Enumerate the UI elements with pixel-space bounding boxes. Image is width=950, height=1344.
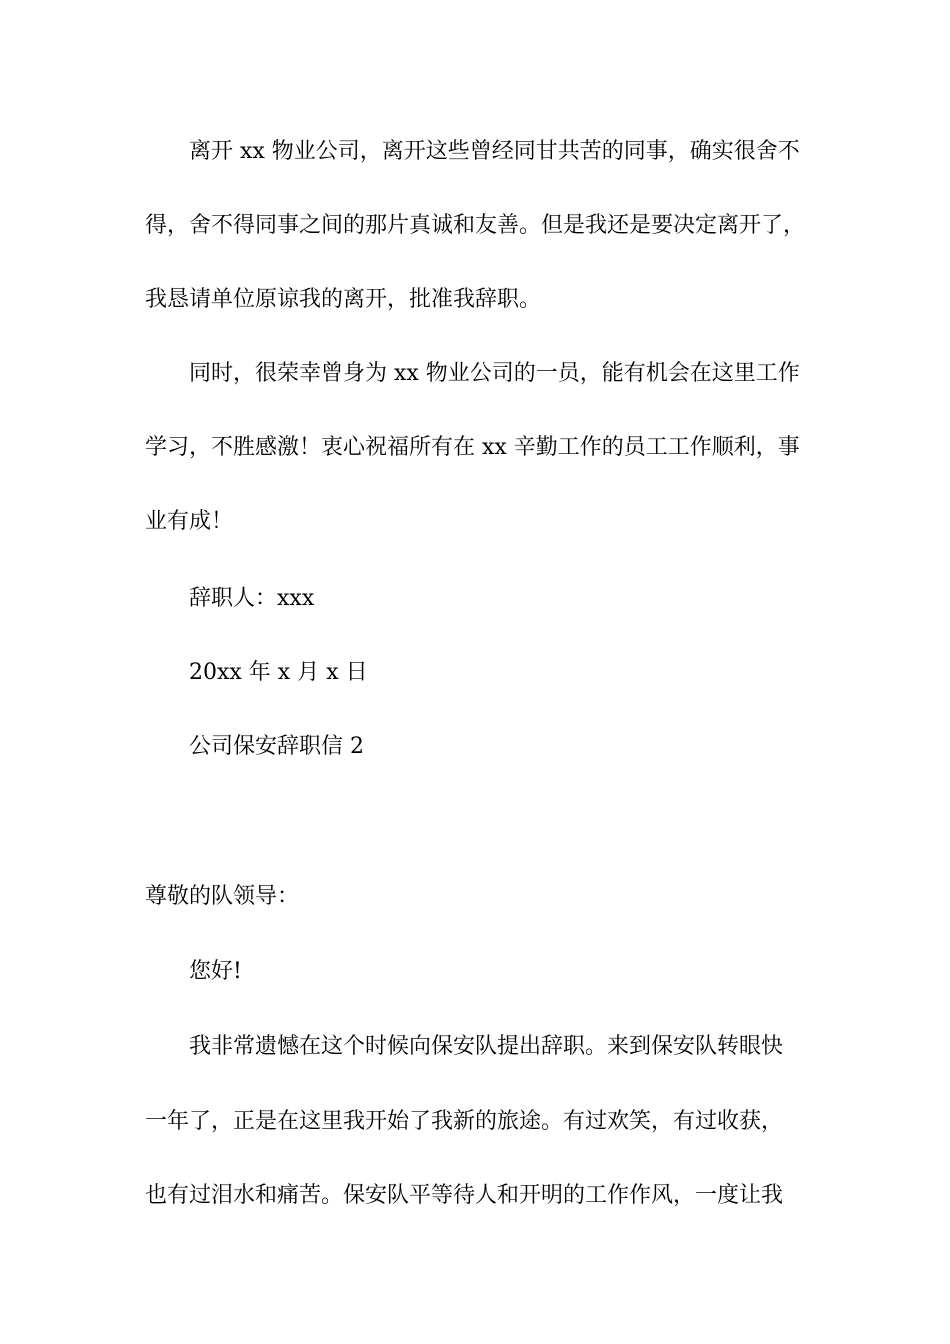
paragraph-line: 业有成！ bbox=[145, 509, 234, 534]
paragraph-line: 同时，很荣幸曾身为 xx 物业公司的一员，能有机会在这里工作 bbox=[189, 361, 800, 386]
salutation: 尊敬的队领导： bbox=[145, 884, 300, 909]
date-line: 20xx 年 x 月 x 日 bbox=[189, 660, 368, 685]
paragraph-line: 一年了，正是在这里我开始了我新的旅途。有过欢笑，有过收获， bbox=[145, 1109, 784, 1134]
paragraph-line: 学习，不胜感激！衷心祝福所有在 xx 辛勤工作的员工工作顺利，事 bbox=[145, 435, 800, 460]
signature-line: 辞职人：xxx bbox=[189, 586, 315, 611]
paragraph-line: 也有过泪水和痛苦。保安队平等待人和开明的工作作风，一度让我 bbox=[145, 1183, 784, 1208]
paragraph-line: 离开 xx 物业公司，离开这些曾经同甘共苦的同事，确实很舍不 bbox=[189, 139, 800, 164]
paragraph-line: 得，舍不得同事之间的那片真诚和友善。但是我还是要决定离开了， bbox=[145, 213, 806, 238]
section-title: 公司保安辞职信 2 bbox=[189, 734, 364, 759]
greeting: 您好! bbox=[189, 959, 242, 984]
paragraph-line: 我恳请单位原谅我的离开，批准我辞职。 bbox=[145, 287, 542, 312]
paragraph-line: 我非常遗憾在这个时候向保安队提出辞职。来到保安队转眼快 bbox=[189, 1034, 784, 1059]
